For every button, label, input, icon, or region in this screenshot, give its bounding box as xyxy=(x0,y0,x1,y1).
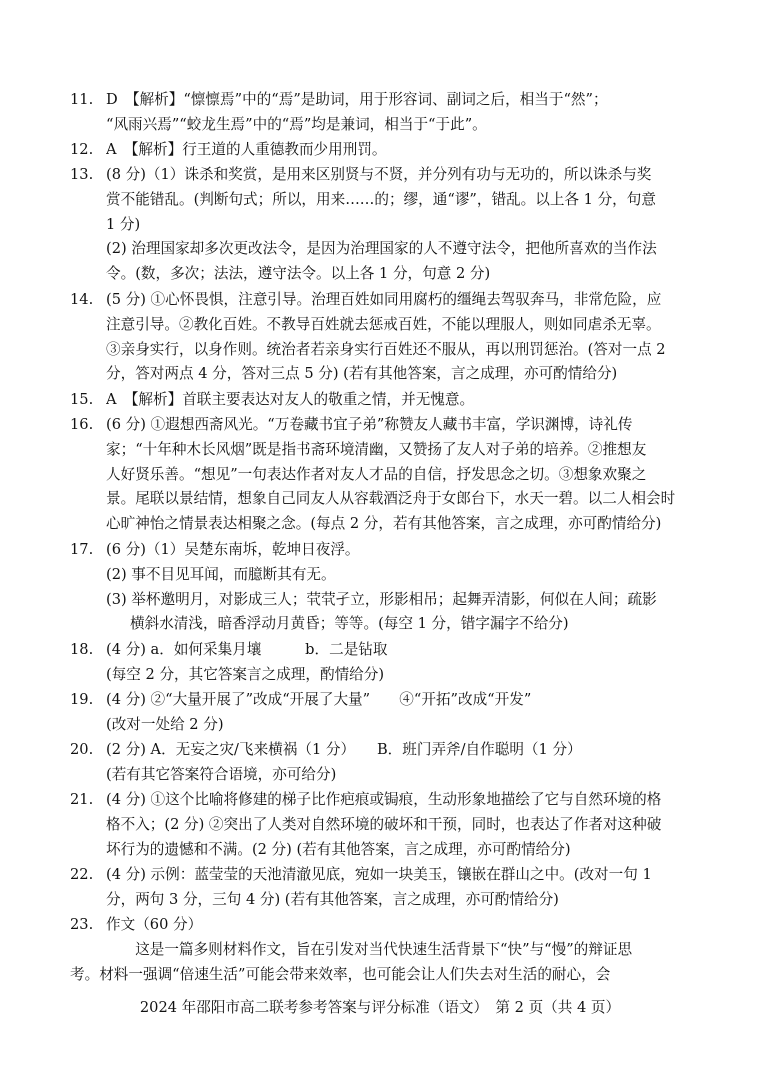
item-14 xyxy=(106,288,712,387)
item-line: (5 分) ①心怀畏惧，注意引导。治理百姓如同用腐朽的缰绳去驾驭奔马，非常危险，应 xyxy=(106,291,662,308)
item-line: (2 分) A．无妄之灾/飞来横祸（1 分） B．班门弄斧/自作聪明（1 分） xyxy=(106,741,582,758)
item-number: 19. xyxy=(70,691,94,708)
item-line: (4 分) a．如何采集月壤 b．二是钻取 xyxy=(106,641,388,658)
item-number: 11. xyxy=(70,91,94,108)
item-line: “风雨兴焉”“蛟龙生焉”中的“焉”均是兼词，相当于“于此”。 xyxy=(106,115,487,133)
item-line: 格不入；(2 分) ②突出了人类对自然环境的破坏和干预，同时，也表达了作者对这种破 xyxy=(106,815,662,833)
item-21 xyxy=(106,788,712,862)
item-line: 横斜水清浅，暗香浮动月黄昏；等等。(每空 1 分，错字漏字不给分) xyxy=(130,615,569,633)
item-number: 13. xyxy=(70,166,94,183)
item-number: 23. xyxy=(70,916,94,933)
item-line: (6 分)（1）吴楚东南坼，乾坤日夜浮。 xyxy=(106,541,360,558)
item-12 xyxy=(106,138,712,163)
essay-guidance xyxy=(70,938,712,988)
item-line: 作文（60 分） xyxy=(106,916,203,933)
item-18 xyxy=(106,638,712,688)
item-20 xyxy=(106,738,712,788)
item-number: 18. xyxy=(70,641,94,658)
item-line: (4 分) ①这个比喻将修建的梯子比作疤痕或锔痕，生动形象地描绘了它与自然环境的格 xyxy=(106,791,662,808)
item-line: A 【解析】首联主要表达对友人的敬重之情，并无愧意。 xyxy=(106,391,475,408)
item-line: D 【解析】“懔懔焉”中的“焉”是助词，用于形容词、副词之后，相当于“然”； xyxy=(106,91,608,108)
item-line: 心旷神怡之情景表达相聚之念。(每点 2 分，若有其他答案，言之成理，亦可酌情给分) xyxy=(106,515,662,533)
essay-line: 这是一篇多则材料作文，旨在引发对当代快速生活背景下“快”与“慢”的辩证思 xyxy=(106,941,633,958)
item-line: (4 分) ②“大量开展了”改成“开展了大量” ④“开拓”改成“开发” xyxy=(106,691,532,708)
item-line: (2) 事不目见耳闻，而臆断其有无。 xyxy=(106,565,336,583)
item-number: 14. xyxy=(70,291,94,308)
item-line: 人好贤乐善。“想见”一句表达作者对友人才品的自信，抒发思念之切。③想象欢聚之 xyxy=(106,465,647,483)
item-line: 分，答对两点 4 分，答对三点 5 分) (若有其他答案，言之成理，亦可酌情给分) xyxy=(106,365,618,383)
item-11 xyxy=(106,88,712,138)
item-line: (8 分)（1）诛杀和奖赏，是用来区别贤与不贤，并分列有功与无功的，所以诛杀与奖 xyxy=(106,166,652,183)
item-line: 注意引导。②教化百姓。不教导百姓就去惩戒百姓，不能以理服人，则如同虐杀无辜。 xyxy=(106,315,661,333)
item-13 xyxy=(106,163,712,287)
item-number: 21. xyxy=(70,791,94,808)
item-number: 16. xyxy=(70,416,94,433)
item-line: 1 分) xyxy=(106,215,141,233)
page-footer: 2024 年邵阳市高二联考参考答案与评分标准（语文） 第 2 页（共 4 页） xyxy=(139,999,621,1016)
item-line: 赏不能错乱。(判断句式；所以，用来……的；缪，通“谬”，错乱。以上各 1 分，句意 xyxy=(106,190,656,208)
item-19 xyxy=(106,688,712,738)
item-number: 20. xyxy=(70,741,94,758)
item-number: 22. xyxy=(70,866,94,883)
item-line: 令。(数，多次；法法，遵守法令。以上各 1 分，句意 2 分) xyxy=(106,265,491,283)
item-line: (若有其它答案符合语境，亦可给分) xyxy=(106,765,337,783)
item-number: 12. xyxy=(70,141,94,158)
essay-line: 考。材料一强调“倍速生活”可能会带来效率，也可能会让人们失去对生活的耐心，会 xyxy=(70,965,611,983)
item-line: (改对一处给 2 分) xyxy=(106,715,224,733)
item-17 xyxy=(106,538,712,637)
item-22 xyxy=(106,863,712,913)
item-line: (3) 举杯邀明月，对影成三人；茕茕孑立，形影相吊；起舞弄清影，何似在人间；疏影 xyxy=(106,590,657,608)
item-line: (6 分) ①遐想西斋风光。“万卷藏书宜子弟”称赞友人藏书丰富，学识渊博，诗礼传 xyxy=(106,416,633,433)
item-line: 家；“十年种木长风烟”既是指书斋环境清幽，又赞扬了友人对子弟的培养。②推想友 xyxy=(106,440,647,458)
item-line: A 【解析】行王道的人重德教而少用刑罚。 xyxy=(106,141,387,158)
item-line: (2) 治理国家却多次更改法令，是因为治理国家的人不遵守法令，把他所喜欢的当作法 xyxy=(106,240,657,258)
item-23 xyxy=(106,913,712,938)
item-line: (每空 2 分，其它答案言之成理，酌情给分) xyxy=(106,665,385,683)
item-number: 15. xyxy=(70,391,94,408)
item-line: 分，两句 3 分，三句 4 分) (若有其他答案，言之成理，亦可酌情给分) xyxy=(106,890,559,908)
item-16 xyxy=(106,413,712,537)
item-line: ③亲身实行，以身作则。统治者若亲身实行百姓还不服从，再以刑罚惩治。(答对一点 2 xyxy=(106,340,666,358)
item-number: 17. xyxy=(70,541,94,558)
item-line: 坏行为的遗憾和不满。(2 分) (若有其他答案，言之成理，亦可酌情给分) xyxy=(106,840,571,858)
item-line: (4 分) 示例：蓝莹莹的天池清澈见底，宛如一块美玉，镶嵌在群山之中。(改对一句 1 xyxy=(106,866,652,883)
item-line: 景。尾联以景结情，想象自己同友人从容载酒泛舟于女郎台下，水天一碧。以二人相会时 xyxy=(106,490,676,508)
item-15 xyxy=(106,388,712,413)
